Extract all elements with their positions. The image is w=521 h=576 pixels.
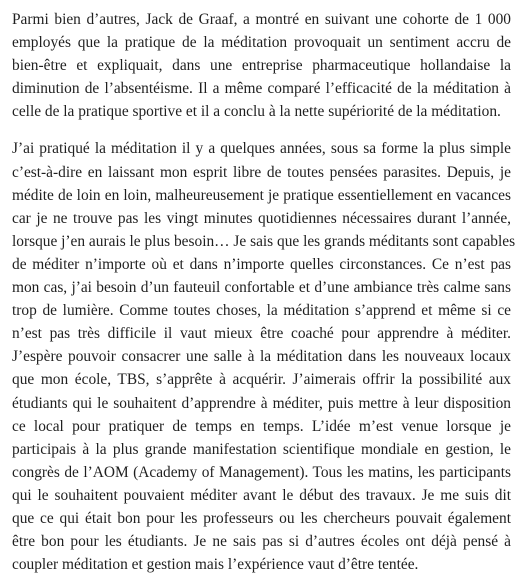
- text-line: J’ai pratiqué la méditation il y a quelques années, sous sa forme la plus simple: [12, 140, 511, 158]
- text-line: que mon école, TBS, s’apprête à acquérir. J’aimerais offrir la possibilité aux: [12, 371, 511, 389]
- text-line: employés que la pratique de la méditation provoquait un sentiment accru de: [12, 34, 511, 52]
- text-line: participais à la plus grande manifestation scientifique mondiale en gestion, le: [12, 440, 511, 458]
- text-line: lorsque j’en aurais le plus besoin… Je sais que les grands méditants sont capables: [12, 232, 516, 250]
- text-line: médite de loin en loin, malheureusement je pratique essentiellement en vacances: [12, 186, 511, 204]
- article-body: [12, 8, 516, 576]
- text-line: étudiants qui le souhaitent d’apprendre à méditer, puis mettre à leur disposition: [12, 394, 511, 412]
- text-line: être bon pour les étudiants. Je ne sais pas si d’autres écoles ont déjà pensé à: [12, 533, 511, 551]
- text-line: car je ne trouve pas les vingt minutes quotidiennes nécessaires durant l’année,: [12, 209, 511, 227]
- text-line: J’espère pouvoir consacrer une salle à la méditation dans les nouveaux locaux: [12, 348, 511, 366]
- text-line: ce local pour pratiquer de temps en temps. L’idée m’est venue lorsque je: [12, 417, 511, 435]
- text-line: bien-être et expliquait, dans une entreprise pharmaceutique hollandaise la: [12, 57, 511, 75]
- text-line: diminution de l’absentéisme. Il a même comparé l’efficacité de la méditation à: [12, 80, 511, 98]
- paragraph-2: [12, 137, 516, 576]
- paragraph-1: [12, 8, 511, 123]
- text-line: de méditer n’importe où et dans n’importe quelles circonstances. Ce n’est pas: [12, 255, 511, 273]
- text-line: mon cas, j’ai besoin d’un fauteuil confortable et d’une ambiance très calme sans: [12, 279, 511, 297]
- text-line: que ce qui était bon pour les professeurs ou les chercheurs pouvait également: [12, 509, 511, 527]
- text-line: Parmi bien d’autres, Jack de Graaf, a montré en suivant une cohorte de 1 000: [12, 11, 511, 28]
- text-line: n’est pas très difficile il vaut mieux être coaché pour apprendre à méditer.: [12, 325, 511, 343]
- text-line: congrès de l’AOM (Academy of Management). Tous les matins, les participants: [12, 463, 511, 481]
- text-line: c’est-à-dire en laissant mon esprit libre de toutes pensées parasites. Depuis, je: [12, 163, 511, 181]
- text-line: celle de la pratique sportive et il a conclu à la nette supériorité de la méditation.: [12, 103, 501, 121]
- text-line: coupler méditation et gestion mais l’expérience vaut d’être tentée.: [12, 556, 419, 574]
- text-line: qui le souhaitent pouvaient méditer avant le début des travaux. Je me suis dit: [12, 486, 511, 504]
- text-line: trop de lumière. Comme toutes choses, la méditation s’apprend et même si ce: [12, 302, 511, 320]
